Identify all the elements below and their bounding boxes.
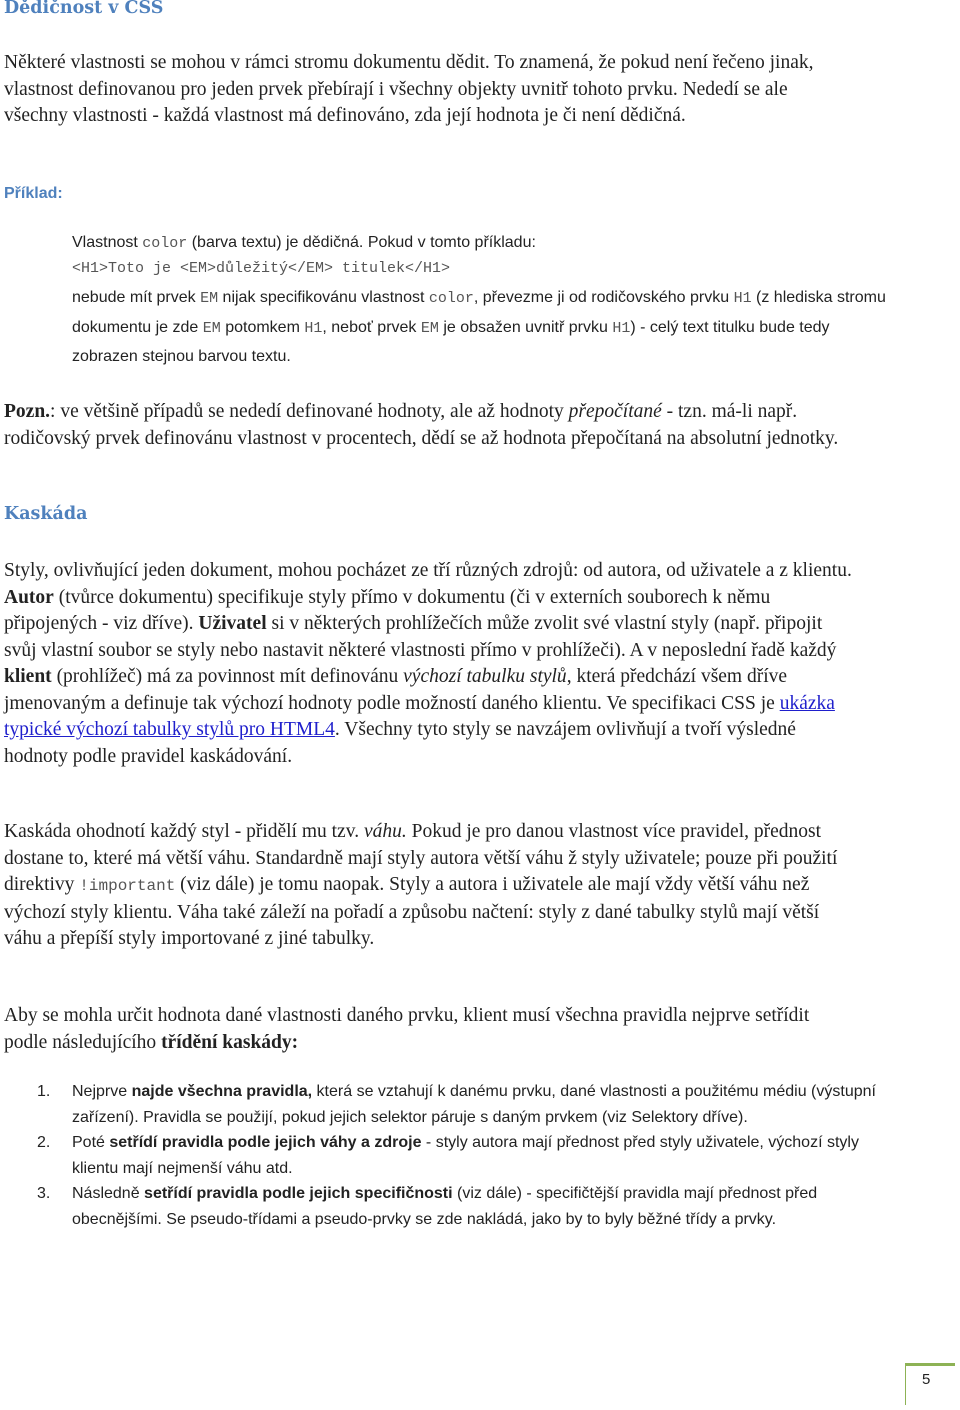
code-h1: H1 (733, 290, 752, 307)
list-item-bold: najde všechna pravidla, (131, 1083, 313, 1100)
example-text: , převezme ji od rodičovského prvku (473, 289, 734, 306)
list-item-text: která se vztahují k danému prvku, dané vlastnosti a použitému médiu (výstupní zařízení). Pravidla se použijí, pokud jejich selektor páruje s daným prvkem (viz Selektory dříve). (72, 1083, 876, 1126)
paragraph-text: Kaskáda ohodnotí každý styl - přidělí mu tzv. (4, 821, 364, 842)
paragraph-text: Styly, ovlivňující jeden dokument, mohou pocházet ze tří různých zdrojů: od autora, od uživatele a z klientu. (4, 560, 852, 581)
list-item (0, 1079, 880, 1130)
heading-inheritance: Dědičnost v CSS (4, 0, 164, 18)
code-color: color (428, 290, 474, 307)
example-text: nijak specifikovánu vlastnost (218, 289, 429, 306)
list-item (0, 1181, 880, 1232)
list-item-number: 1. (37, 1083, 51, 1100)
term-cascade-sorting: třídění kaskády: (161, 1031, 299, 1053)
term-author: Autor (4, 586, 54, 608)
list-item-bold: setřídí pravidla podle jejich specifičnosti (144, 1185, 453, 1202)
code-h1: H1 (304, 319, 323, 337)
code-em: EM (200, 290, 219, 307)
paragraph-text: Pokud je pro danou vlastnost více pravidel, přednost dostane to, které má větší váhu. Standardně mají styly autora větší váhu ž styly uživatele; pouze při použití direktivy (4, 821, 838, 895)
example-code: <H1>Toto je <EM>důležitý</EM> titulek</H1> (72, 260, 451, 277)
list-item-number: 3. (37, 1185, 51, 1202)
paragraph-cascade-sources (4, 558, 854, 770)
term-user: Uživatel (198, 613, 267, 634)
paragraph-text: . Všechny tyto styly se navzájem ovlivňují a tvoří výsledné hodnoty podle pravidel kaskádování. (4, 719, 796, 767)
example-sentence (72, 229, 892, 259)
term-client: klient (4, 666, 52, 687)
list-item-bold: setřídí pravidla podle jejich váhy a zdroje (109, 1134, 422, 1151)
note-emphasis: přepočítané (568, 401, 662, 422)
code-em: EM (202, 319, 221, 337)
list-item-text: - styly autora mají přednost před styly uživatele, výchozí styly klientu mají nejmenší váhu atd. (72, 1134, 859, 1177)
note-paragraph (4, 399, 854, 452)
example-text: nebude mít prvek (72, 289, 201, 306)
paragraph-text: (viz dále) je tomu naopak. Styly a autora i uživatele ale mají vždy větší váhu než výchozí styly klientu. Váha také záleží na pořadí a způsobu načtení: styly z dané tabulky stylů mají větší váhu a přepíší styly importované z jiné tabulky. (4, 874, 820, 949)
list-item-text: Nejprve (72, 1083, 132, 1100)
example-label: Příklad: (4, 185, 63, 202)
note-label: Pozn. (4, 401, 51, 422)
note-text: : ve většině případů se nededí definované hodnoty, ale až hodnoty (50, 401, 569, 422)
page-number: 5 (922, 1371, 931, 1388)
paragraph-text: Aby se mohla určit hodnota dané vlastnosti daného prvku, klient musí všechna pravidla nejprve setřídit podle následujícího (4, 1005, 810, 1053)
example-text: ) - celý text titulku bude tedy zobrazen stejnou barvou textu. (72, 318, 830, 365)
code-em: EM (420, 319, 439, 337)
paragraph-cascade-sorting (4, 1003, 854, 1056)
example-text: je obsažen uvnitř prvku (438, 318, 613, 336)
default-stylesheet-link[interactable]: ukázka typické výchozí tabulky stylů pro HTML4 (4, 692, 835, 740)
example-text: (z hlediska stromu dokumentu je zde (72, 289, 886, 336)
list-item (0, 1130, 880, 1181)
paragraph-text: (prohlížeč) má za povinnost mít definovánu (51, 666, 404, 687)
paragraph-cascade-weight (4, 819, 854, 953)
note-text: - tzn. má-li např. rodičovský prvek definovánu vlastnost v procentech, dědí se až hodnota přepočítaná na absolutní jednotky. (4, 401, 839, 449)
example-explanation (72, 284, 892, 372)
code-h1: H1 (612, 319, 631, 337)
list-item-text: Následně (72, 1185, 145, 1202)
term-default-stylesheet: výchozí tabulku stylů (403, 666, 567, 687)
heading-cascade: Kaskáda (4, 504, 88, 524)
code-important: !important (79, 877, 176, 895)
paragraph-inheritance-intro: Některé vlastnosti se mohou v rámci stromu dokumentu dědit. To znamená, že pokud není řečeno jinak, vlastnost definovanou pro jeden prvek přebírají i všechny objekty uvnitř tohoto prvku. Nededí se ale všechny vlastnosti - každá vlastnost má definováno, zda její hodnota je či není dědičná. (4, 52, 814, 126)
example-text: potomkem (220, 318, 305, 336)
paragraph-text: (tvůrce dokumentu) specifikuje styly přímo v dokumentu (či v externích souborech k němu připojených - viz dříve). (4, 586, 771, 634)
example-text: , neboť prvek (322, 318, 421, 336)
list-item-text: (viz dále) - specifičtější pravidla mají přednost před obecnějšími. Se pseudo-třídami a pseudo-prvky se zde nakládá, jako by to byly běžné třídy a prvky. (72, 1185, 818, 1228)
cascade-steps-list (0, 1079, 880, 1232)
code-color: color (142, 235, 188, 252)
list-item-text: Poté (72, 1134, 110, 1151)
paragraph-text: si v některých prohlížečích může zvolit své vlastní styly (např. připojit svůj vlastní soubor se styly nebo nastavit některé vlastnosti přímo v prohlížeči). A v neposlední řadě každý (4, 613, 837, 661)
term-weight: váhu. (363, 821, 407, 842)
paragraph-text: , která předchází všem dříve jmenovaným a definuje tak výchozí hodnoty podle možností daného klientu. Ve specifikaci CSS je (4, 666, 788, 714)
example-text: Vlastnost (72, 234, 143, 251)
example-text: (barva textu) je dědičná. Pokud v tomto příkladu: (187, 234, 536, 251)
list-item-number: 2. (37, 1134, 51, 1151)
